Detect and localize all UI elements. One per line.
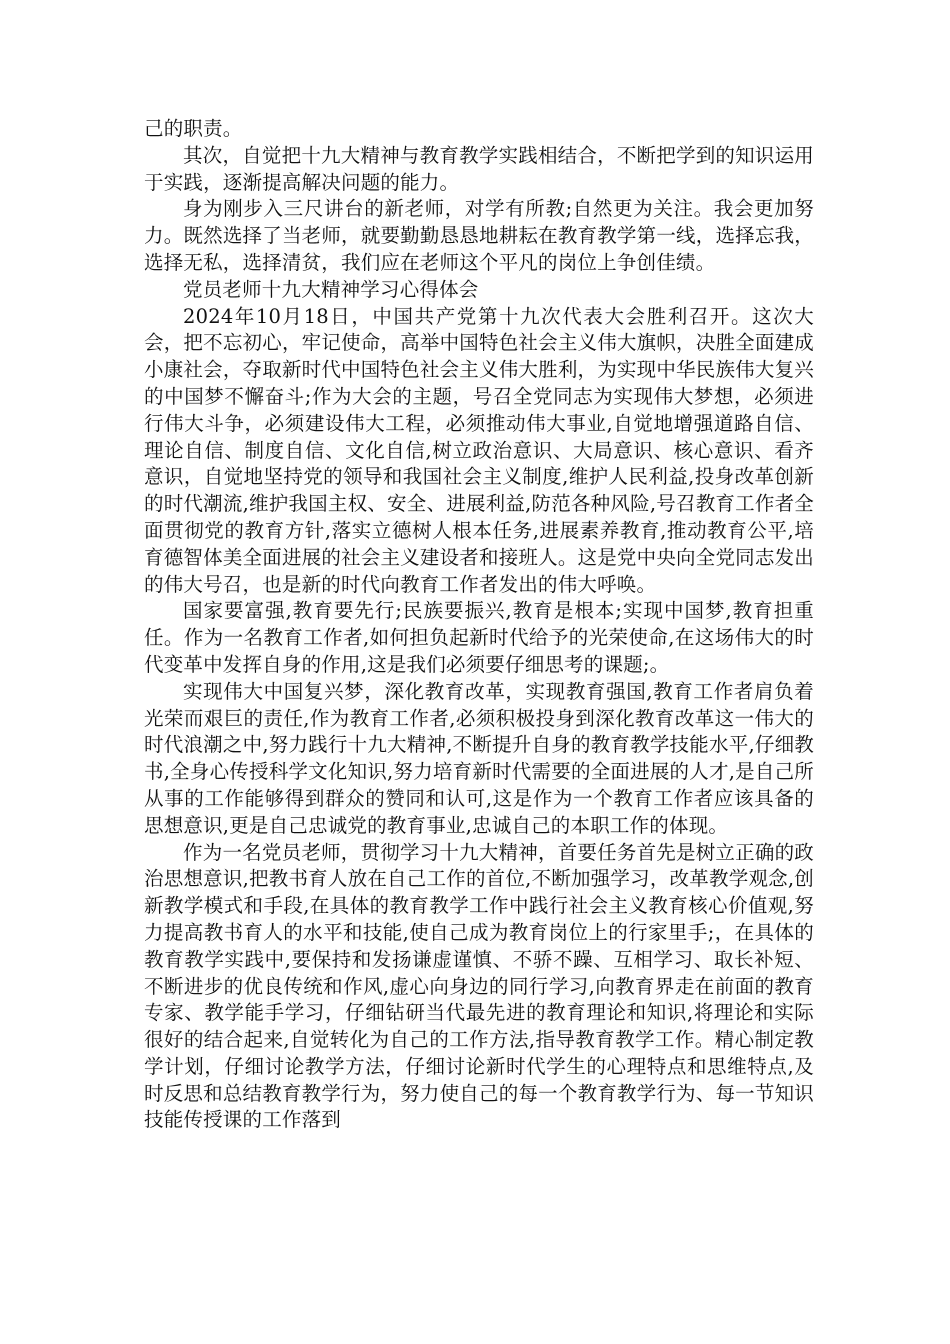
document-body: [144, 116, 814, 1134]
paragraph-reform: 实现伟大中国复兴梦，深化教育改革，实现教育强国,教育工作者肩负着光荣而艰巨的责任,作为教育工作者,必须积极投身到深化教育改革这一伟大的时代浪潮之中,努力践行十九大精神,不断提升自身的教育教学技能水平,仔细教书,全身心传授科学文化知识,努力培育新时代需要的全面进展的人才,是自己所从事的工作能够得到群众的赞同和认可,这是作为一个教育工作者应该具备的思想意识,更是自己忠诚党的教育事业,忠诚自己的本职工作的体现。: [144, 679, 814, 837]
paragraph-nation-education: 国家要富强,教育要先行;民族要振兴,教育是根本;实现中国梦,教育担重任。作为一名教育工作者,如何担负起新时代给予的光荣使命,在这场伟大的时代变革中发挥自身的作用,这是我们必须要仔细思考的课题;。: [144, 599, 814, 676]
paragraph-party-teacher: 作为一名党员老师，贯彻学习十九大精神，首要任务首先是树立正确的政治思想意识,把教书育人放在自己工作的首位,不断加强学习，改革教学观念,创新教学模式和手段,在具体的教育教学工作中践行社会主义教育核心价值观,努力提高教书育人的水平和技能,使自己成为教育岗位上的行家里手;，在具体的教育教学实践中,要保持和发扬谦虚谨慎、不骄不躁、互相学习、取长补短、不断进步的优良传统和作风,虚心向身边的同行学习,向教育界走在前面的教育专家、教学能手学习，仔细钻研当代最先进的教育理论和知识,将理论和实际很好的结合起来,自觉转化为自己的工作方法,指导教育教学工作。精心制定教学计划，仔细讨论教学方法，仔细讨论新时代学生的心理特点和思维特点,及时反思和总结教育教学行为，努力使自己的每一个教育教学行为、每一节知识技能传授课的工作落到: [144, 840, 814, 1132]
paragraph-congress-intro: 2024年10月18日，中国共产党第十九次代表大会胜利召开。这次大会，把不忘初心，牢记使命，高举中国特色社会主义伟大旗帜，决胜全面建成小康社会，夺取新时代中国特色社会主义伟大胜利，为实现中华民族伟大复兴的中国梦不懈奋斗;作为大会的主题，号召全党同志为实现伟大梦想，必须进行伟大斗争，必须建设伟大工程，必须推动伟大事业,自觉地增强道路自信、理论自信、制度自信、文化自信,树立政治意识、大局意识、核心意识、看齐意识，自觉地坚持党的领导和我国社会主义制度,维护人民利益,投身改革创新的时代潮流,维护我国主权、安全、进展利益,防范各种风险,号召教育工作者全面贯彻党的教育方针,落实立德树人根本任务,进展素养教育,推动教育公平,培育德智体美全面进展的社会主义建设者和接班人。这是党中央向全党同志发出的伟大号召，也是新的时代向教育工作者发出的伟大呼唤。: [144, 304, 814, 596]
section-title: 党员老师十九大精神学习心得体会: [183, 277, 479, 301]
paragraph-continuation: 己的职责。: [144, 117, 243, 140]
paragraph-second-point: 其次，自觉把十九大精神与教育教学实践相结合，不断把学到的知识运用于实践，逐渐提高解决问题的能力。: [144, 143, 814, 194]
paragraph-new-teacher: 身为刚步入三尺讲台的新老师，对学有所教;自然更为关注。我会更加努力。既然选择了当老师，就要勤勤恳恳地耕耘在教育教学第一线，选择忘我，选择无私，选择清贫，我们应在老师这个平凡的岗位上争创佳绩。: [144, 197, 814, 274]
